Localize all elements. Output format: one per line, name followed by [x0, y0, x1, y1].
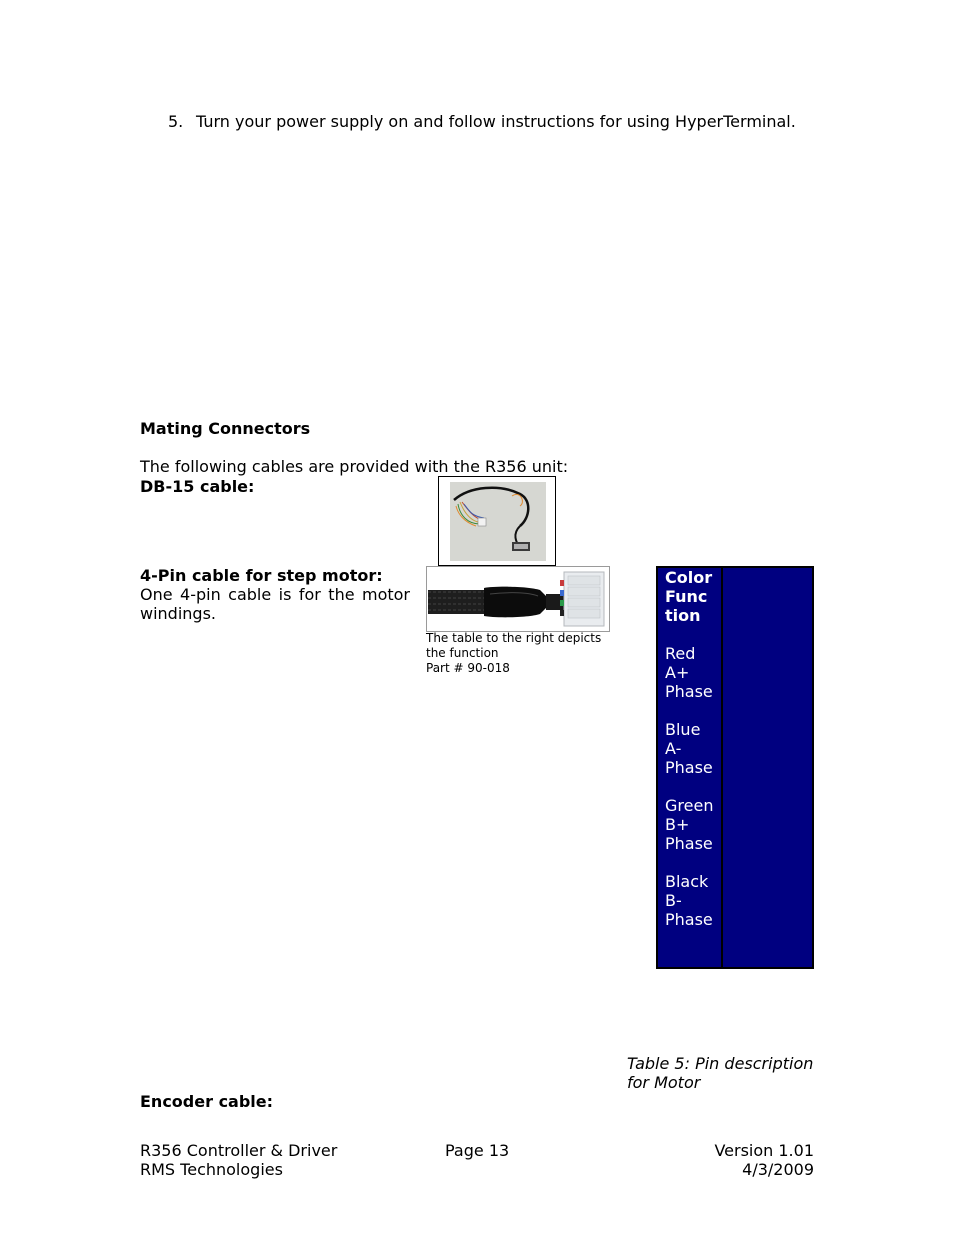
footer-version: Version 1.01 — [714, 1141, 814, 1160]
encoder-cable-heading: Encoder cable: — [140, 1092, 274, 1111]
table-cell-line: A- — [665, 739, 682, 758]
table-cell-line — [665, 625, 721, 644]
table-cell-line: Phase — [665, 682, 713, 701]
cables-intro-text: The following cables are provided with the R356 unit: — [140, 457, 569, 476]
step-text: Turn your power supply on and follow instructions for using HyperTerminal. — [196, 112, 796, 131]
pin4-cable-description: One 4-pin cable is for the motor windings. — [140, 585, 410, 623]
caption-line: The table to the right depicts — [426, 631, 602, 645]
footer-right — [714, 1141, 814, 1179]
footer-date: 4/3/2009 — [742, 1160, 814, 1179]
footer-left — [140, 1141, 337, 1179]
footer-company: RMS Technologies — [140, 1160, 283, 1179]
table-first-column — [665, 568, 721, 929]
table-column-divider — [721, 568, 723, 967]
db15-cable-photo — [438, 476, 556, 566]
table-caption — [627, 1054, 827, 1092]
table-cell-line: B- — [665, 891, 682, 910]
db15-cable-image — [450, 482, 546, 561]
pin4-cable-image — [428, 568, 608, 630]
caption-line: for Motor — [627, 1073, 701, 1092]
table-cell-line — [665, 853, 721, 872]
pin4-photo-caption — [426, 631, 616, 676]
instruction-step-5 — [168, 112, 796, 131]
table-cell-line: Blue — [665, 720, 701, 739]
pin-description-table — [656, 566, 814, 969]
pin4-cable-heading: 4-Pin cable for step motor: — [140, 566, 383, 585]
table-cell-line: Color — [665, 568, 713, 587]
table-cell-line: Green — [665, 796, 714, 815]
table-cell-line: Red — [665, 644, 696, 663]
table-cell-line: Black — [665, 872, 709, 891]
table-cell-line: B+ — [665, 815, 690, 834]
table-cell-line — [665, 777, 721, 796]
table-cell-line: Func — [665, 587, 708, 606]
caption-line: Part # 90-018 — [426, 661, 510, 675]
pin4-cable-photo — [426, 566, 610, 632]
table-cell-line: Phase — [665, 834, 713, 853]
mating-connectors-heading: Mating Connectors — [140, 419, 311, 438]
table-cell-line: tion — [665, 606, 701, 625]
footer-page-number: Page 13 — [445, 1141, 510, 1160]
step-number: 5. — [168, 112, 184, 131]
table-cell-line — [665, 701, 721, 720]
caption-line: Table 5: Pin description — [627, 1054, 814, 1073]
caption-line: the function — [426, 646, 499, 660]
table-cell-line: Phase — [665, 758, 713, 777]
db15-cable-heading: DB-15 cable: — [140, 477, 255, 496]
footer-product: R356 Controller & Driver — [140, 1141, 338, 1160]
table-cell-line: Phase — [665, 910, 713, 929]
table-cell-line: A+ — [665, 663, 690, 682]
